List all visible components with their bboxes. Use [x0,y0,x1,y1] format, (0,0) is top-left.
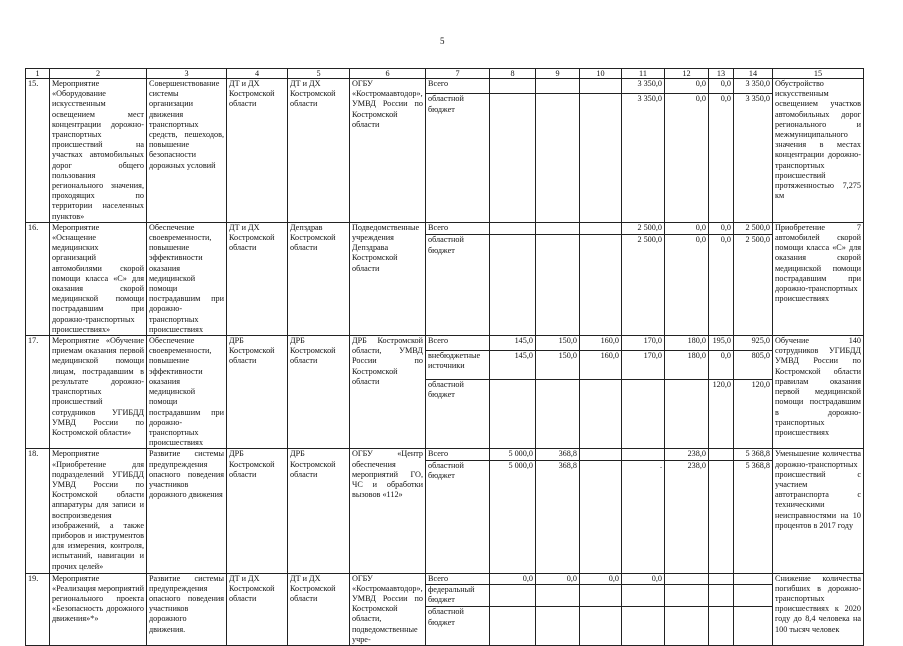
funding-value [490,222,536,235]
funding-value: 160,0 [580,336,622,351]
column-header: 3 [147,69,227,79]
funding-value: 170,0 [622,336,665,351]
funding-source: внебюджетные источники [426,351,490,380]
funding-value [665,585,709,607]
funding-value: 238,0 [665,449,709,460]
funding-value [622,449,665,460]
funding-value: 5 000,0 [490,460,536,573]
funding-value: 150,0 [536,351,580,380]
funding-value: 180,0 [665,336,709,351]
program-measures-table [25,68,864,646]
funding-value: 5 368,8 [734,449,773,460]
column-header: 8 [490,69,536,79]
funding-source: Всего [426,79,490,94]
funding-value: 120,0 [734,379,773,449]
measure-direction: Развитие системы предупреждения опасного поведения участников дорожного движения. [147,573,227,645]
row-number: 18. [26,449,50,573]
page-number: 5 [440,36,445,46]
funding-value: 195,0 [709,336,734,351]
responsible-participants: ОГБУ «Костромаавтодор», УМВД России по Костромской области [350,79,426,223]
funding-value [580,235,622,336]
column-header: 6 [350,69,426,79]
funding-source: федеральный бюджет [426,585,490,607]
funding-value: 170,0 [622,351,665,380]
funding-value: 0,0 [580,573,622,585]
measure-direction: Развитие системы предупреждения опасного поведения участников дорожного движения [147,449,227,573]
funding-value [580,79,622,94]
column-header: 11 [622,69,665,79]
funding-value: 2 500,0 [734,222,773,235]
funding-value: 0,0 [665,79,709,94]
funding-value: 3 350,0 [734,94,773,223]
state-customer: ДТ и ДХ Костромской области [227,79,288,223]
funding-source: областной бюджет [426,235,490,336]
responsible-participants: ОГБУ «Центр обеспечения мероприятий ГО, ЧС и обработки вызовов «112» [350,449,426,573]
column-header: 14 [734,69,773,79]
measure-row [26,79,864,94]
funding-value [580,94,622,223]
measure-name: Мероприятие «Оборудование искусственным освещением мест концентрации дорожно-транспортных происшествий на участках автомобильных дорог общего пользования регионального значения, проходящих по территории населенных пунктов» [50,79,147,223]
funding-value: 0,0 [709,94,734,223]
measure-name: Мероприятие «Оснащение медицинских организаций автомобилями скорой помощи класса «С» для оказания скорой медицинской помощи пострадавшим при дорожно-транспортных происшествиях» [50,222,147,335]
funding-value: 805,0 [734,351,773,380]
funding-value [622,379,665,449]
funding-value [536,235,580,336]
responsible-participants: Подведомственные учреждения Депздрава Костромской области [350,222,426,335]
funding-value: 5 000,0 [490,449,536,460]
funding-value: 0,0 [665,222,709,235]
funding-value [734,585,773,607]
funding-value: 5 368,8 [734,460,773,573]
responsible-participants: ОГБУ «Костромаавтодор», УМВД России по Костромской области, подведомственные учре- [350,573,426,645]
funding-value [580,449,622,460]
measure-direction: Обеспечение своевременности, повышение эффективности оказания медицинской помощи пострадавшим при дорожно-транспортных происшествиях [147,336,227,449]
funding-value [490,379,536,449]
funding-value [580,585,622,607]
funding-source: областной бюджет [426,379,490,449]
column-header: 15 [773,69,864,79]
funding-value: 3 350,0 [734,79,773,94]
state-customer: ДРБ Костромской области [227,449,288,573]
funding-value: 0,0 [622,573,665,585]
funding-value [490,94,536,223]
expected-result: Уменьшение количества дорожно-транспортных происшествий с участием автотранспорта с техническими неисправностями на 10 процентов в 2017 году [773,449,864,573]
executor: ДТ и ДХ Костромской области [288,573,350,645]
row-number: 17. [26,336,50,449]
funding-value: 3 350,0 [622,94,665,223]
funding-value: 368,8 [536,449,580,460]
funding-value: 0,0 [665,94,709,223]
funding-value [665,379,709,449]
column-header: 2 [50,69,147,79]
funding-value: 3 350,0 [622,79,665,94]
expected-result: Приобретение 7 автомобилей скорой помощи класса «С» для оказания скорой медицинской помощи пострадавшим при дорожно-транспортных происшествиях [773,222,864,335]
funding-source: Всего [426,222,490,235]
executor: ДРБ Костромской области [288,336,350,449]
column-header: 12 [665,69,709,79]
executor: ДРБ Костромской области [288,449,350,573]
funding-value [536,79,580,94]
column-header: 1 [26,69,50,79]
measure-name: Мероприятие «Приобретение для подразделений УГИБДД УМВД России по Костромской области аппаратуры для записи и воспроизведения изображений, а также приборов и инструментов для измерения, контроля, испытаний, навигации и прочих целей» [50,449,147,573]
measure-row [26,222,864,235]
column-header: 10 [580,69,622,79]
funding-source: областной бюджет [426,460,490,573]
funding-value: 145,0 [490,336,536,351]
funding-value [536,94,580,223]
funding-value: 150,0 [536,336,580,351]
funding-value: 2 500,0 [622,235,665,336]
funding-value [490,79,536,94]
funding-value: 925,0 [734,336,773,351]
funding-value [490,235,536,336]
funding-value [665,573,709,585]
funding-value [709,460,734,573]
funding-value: . [622,460,665,573]
funding-value: 0,0 [665,235,709,336]
column-header: 13 [709,69,734,79]
funding-value: 2 500,0 [734,235,773,336]
measure-row [26,336,864,351]
funding-value: 0,0 [536,573,580,585]
funding-source: Всего [426,449,490,460]
funding-source: Всего [426,336,490,351]
funding-value: 0,0 [709,79,734,94]
funding-value [580,222,622,235]
funding-value: 238,0 [665,460,709,573]
table-body [26,69,864,646]
funding-value: 145,0 [490,351,536,380]
expected-result: Обучение 140 сотрудников УГИБДД УМВД России по Костромской области правилам оказания первой медицинской помощи пострадавшим в дорожно-транспортных происшествиях [773,336,864,449]
funding-value: 120,0 [709,379,734,449]
column-number-header [26,69,864,79]
measure-direction: Обеспечение своевременности, повышение эффективности оказания медицинской помощи пострадавшим при дорожно-транспортных происшествиях [147,222,227,335]
executor: ДТ и ДХ Костромской области [288,79,350,223]
funding-value: 0,0 [709,222,734,235]
measure-direction: Совершенствование системы организации движения транспортных средств, пешеходов, повышение безопасности дорожных условий [147,79,227,223]
funding-value: 0,0 [709,235,734,336]
funding-source: областной бюджет [426,94,490,223]
funding-value: 368,8 [536,460,580,573]
column-header: 5 [288,69,350,79]
funding-value [580,460,622,573]
expected-result: Обустройство искусственным освещением участков автомобильных дорог регионального и межмуниципального значения в местах концентрации дорожно-транспортных происшествий протяженностью 7,275 км [773,79,864,223]
state-customer: ДТ и ДХ Костромской области [227,573,288,645]
column-header: 4 [227,69,288,79]
funding-value [536,222,580,235]
funding-value [709,573,734,585]
column-header: 9 [536,69,580,79]
row-number: 16. [26,222,50,335]
funding-value: 180,0 [665,351,709,380]
measure-row [26,573,864,585]
funding-value [536,379,580,449]
funding-value: 160,0 [580,351,622,380]
measure-name: Мероприятие «Реализация мероприятий регионального проекта «Безопасность дорожного движения»*» [50,573,147,645]
funding-value [709,449,734,460]
funding-source: Всего [426,573,490,585]
funding-value: 2 500,0 [622,222,665,235]
state-customer: ДРБ Костромской области [227,336,288,449]
responsible-participants: ДРБ Костромской области, УМВД России по Костромской области [350,336,426,449]
funding-source: областной бюджет [426,607,490,646]
funding-value [622,585,665,607]
funding-value: 0,0 [490,573,536,585]
row-number: 19. [26,573,50,645]
expected-result: Снижение количества погибших в дорожно-транспортных происшествиях к 2020 году до 8,4 человека на 100 тысяч человек [773,573,864,645]
funding-value [490,585,536,607]
funding-value [580,379,622,449]
funding-value [734,573,773,585]
row-number: 15. [26,79,50,223]
measure-row [26,449,864,460]
measure-name: Мероприятие «Обучение приемам оказания первой медицинской помощи лицам, пострадавшим в результате дорожно-транспортных происшествий сотрудников УГИБДД УМВД России по Костромской области» [50,336,147,449]
state-customer: ДТ и ДХ Костромской области [227,222,288,335]
executor: Депздрав Костромской области [288,222,350,335]
column-header: 7 [426,69,490,79]
funding-value [709,585,734,607]
funding-value [536,585,580,607]
funding-value: 0,0 [709,351,734,380]
